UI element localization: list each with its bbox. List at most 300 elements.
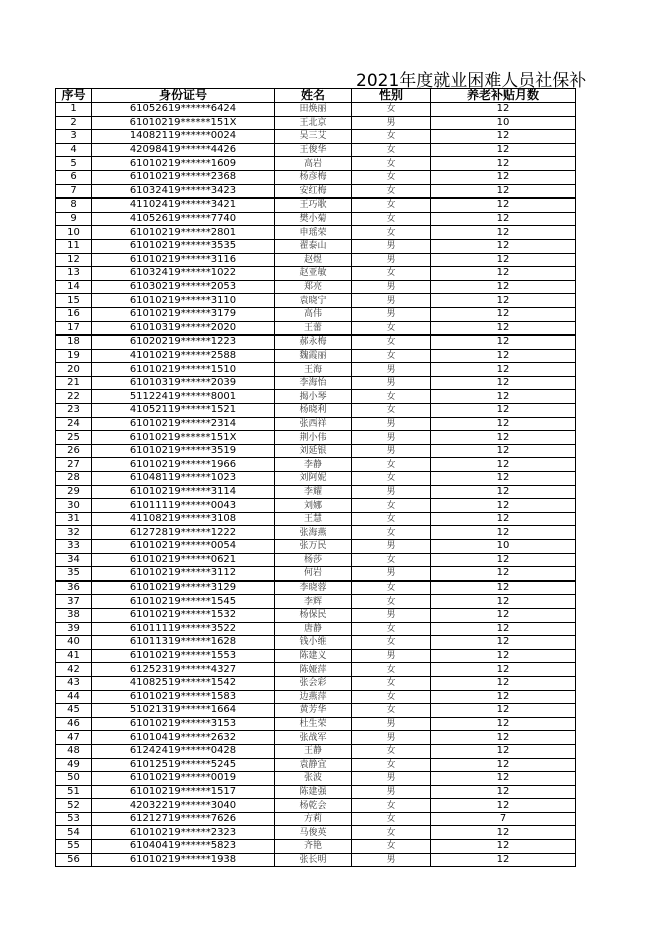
cell-name: 李静 — [275, 458, 352, 472]
cell-gender: 男 — [352, 116, 431, 130]
cell-name: 张战军 — [275, 731, 352, 745]
cell-name: 荆小伟 — [275, 431, 352, 445]
cell-id: 42032219******3040 — [92, 799, 275, 813]
cell-months: 12 — [431, 799, 576, 813]
cell-id: 61010219******1510 — [92, 363, 275, 377]
cell-gender: 女 — [352, 404, 431, 418]
cell-id: 61030219******2053 — [92, 280, 275, 294]
cell-no: 6 — [56, 170, 92, 184]
table-row — [56, 663, 576, 677]
table-row — [56, 649, 576, 663]
cell-gender: 女 — [352, 663, 431, 677]
cell-months: 12 — [431, 157, 576, 171]
cell-gender: 男 — [352, 772, 431, 786]
header-row — [56, 89, 576, 103]
cell-gender: 男 — [352, 853, 431, 867]
cell-no: 12 — [56, 253, 92, 267]
cell-months: 10 — [431, 116, 576, 130]
cell-name: 刘延银 — [275, 444, 352, 458]
cell-no: 18 — [56, 335, 92, 349]
cell-id: 42098419******4426 — [92, 143, 275, 157]
table-row — [56, 157, 576, 171]
cell-no: 3 — [56, 130, 92, 144]
cell-id: 61010219******3110 — [92, 294, 275, 308]
cell-name: 唐静 — [275, 622, 352, 636]
table-row — [56, 170, 576, 184]
cell-name: 王俊华 — [275, 143, 352, 157]
cell-id: 61010219******2368 — [92, 170, 275, 184]
cell-months: 12 — [431, 267, 576, 281]
cell-months: 12 — [431, 826, 576, 840]
cell-id: 61010219******151X — [92, 431, 275, 445]
cell-id: 61010219******1609 — [92, 157, 275, 171]
table-row — [56, 704, 576, 718]
table-row — [56, 376, 576, 390]
cell-months: 12 — [431, 335, 576, 349]
table-row — [56, 444, 576, 458]
cell-no: 21 — [56, 376, 92, 390]
cell-id: 61048119******1023 — [92, 472, 275, 486]
cell-gender: 女 — [352, 622, 431, 636]
cell-gender: 男 — [352, 253, 431, 267]
subsidy-table — [55, 88, 576, 867]
cell-months: 12 — [431, 526, 576, 540]
cell-gender: 女 — [352, 499, 431, 513]
cell-name: 张海燕 — [275, 526, 352, 540]
cell-id: 61010319******2020 — [92, 321, 275, 335]
cell-gender: 女 — [352, 157, 431, 171]
cell-no: 16 — [56, 307, 92, 321]
cell-name: 杨保民 — [275, 608, 352, 622]
cell-name: 赵亚敏 — [275, 267, 352, 281]
cell-name: 安红梅 — [275, 184, 352, 198]
cell-gender: 女 — [352, 553, 431, 567]
cell-id: 61032419******1022 — [92, 267, 275, 281]
cell-name: 方莉 — [275, 812, 352, 826]
cell-id: 61010219******2323 — [92, 826, 275, 840]
cell-gender: 男 — [352, 567, 431, 581]
cell-gender: 男 — [352, 485, 431, 499]
cell-gender: 女 — [352, 472, 431, 486]
cell-gender: 女 — [352, 636, 431, 650]
header-name: 姓名 — [275, 89, 352, 103]
cell-no: 43 — [56, 676, 92, 690]
cell-id: 61011119******0043 — [92, 499, 275, 513]
table-body — [56, 103, 576, 867]
cell-gender: 女 — [352, 198, 431, 212]
cell-gender: 女 — [352, 390, 431, 404]
cell-no: 50 — [56, 772, 92, 786]
cell-name: 王北京 — [275, 116, 352, 130]
cell-gender: 男 — [352, 608, 431, 622]
cell-name: 张万民 — [275, 540, 352, 554]
cell-no: 26 — [56, 444, 92, 458]
cell-months: 12 — [431, 758, 576, 772]
cell-id: 61010219******1966 — [92, 458, 275, 472]
cell-id: 61010419******2632 — [92, 731, 275, 745]
cell-name: 揭小琴 — [275, 390, 352, 404]
cell-months: 12 — [431, 212, 576, 226]
cell-gender: 男 — [352, 785, 431, 799]
cell-name: 王海 — [275, 363, 352, 377]
cell-gender: 女 — [352, 840, 431, 854]
cell-name: 郝永梅 — [275, 335, 352, 349]
cell-months: 12 — [431, 649, 576, 663]
cell-months: 12 — [431, 499, 576, 513]
cell-gender: 男 — [352, 294, 431, 308]
cell-no: 35 — [56, 567, 92, 581]
table-row — [56, 307, 576, 321]
cell-name: 王蕾 — [275, 321, 352, 335]
cell-id: 61010219******0019 — [92, 772, 275, 786]
cell-name: 张波 — [275, 772, 352, 786]
cell-no: 1 — [56, 103, 92, 117]
cell-gender: 男 — [352, 649, 431, 663]
cell-name: 李海怡 — [275, 376, 352, 390]
cell-months: 12 — [431, 349, 576, 363]
cell-gender: 女 — [352, 184, 431, 198]
cell-id: 61010219******3519 — [92, 444, 275, 458]
cell-name: 齐艳 — [275, 840, 352, 854]
cell-months: 12 — [431, 404, 576, 418]
cell-name: 刘阿妮 — [275, 472, 352, 486]
cell-gender: 女 — [352, 103, 431, 117]
cell-gender: 男 — [352, 431, 431, 445]
cell-months: 12 — [431, 512, 576, 526]
cell-months: 12 — [431, 280, 576, 294]
cell-no: 7 — [56, 184, 92, 198]
cell-no: 38 — [56, 608, 92, 622]
cell-gender: 女 — [352, 799, 431, 813]
table-row — [56, 540, 576, 554]
cell-months: 12 — [431, 198, 576, 212]
cell-months: 12 — [431, 663, 576, 677]
cell-months: 12 — [431, 581, 576, 595]
table-row — [56, 785, 576, 799]
cell-name: 黄芳华 — [275, 704, 352, 718]
cell-id: 41052119******1521 — [92, 404, 275, 418]
cell-no: 32 — [56, 526, 92, 540]
table-row — [56, 553, 576, 567]
cell-id: 41010219******2588 — [92, 349, 275, 363]
cell-gender: 女 — [352, 595, 431, 609]
cell-gender: 女 — [352, 812, 431, 826]
cell-months: 12 — [431, 704, 576, 718]
cell-gender: 女 — [352, 335, 431, 349]
cell-months: 12 — [431, 363, 576, 377]
cell-months: 12 — [431, 417, 576, 431]
cell-no: 45 — [56, 704, 92, 718]
table-row — [56, 840, 576, 854]
cell-no: 33 — [56, 540, 92, 554]
cell-name: 翟泰山 — [275, 239, 352, 253]
cell-no: 39 — [56, 622, 92, 636]
header-no: 序号 — [56, 89, 92, 103]
cell-name: 李晓蓉 — [275, 581, 352, 595]
cell-no: 15 — [56, 294, 92, 308]
cell-name: 吴三艾 — [275, 130, 352, 144]
cell-no: 24 — [56, 417, 92, 431]
cell-months: 12 — [431, 143, 576, 157]
cell-gender: 女 — [352, 826, 431, 840]
cell-name: 田焕丽 — [275, 103, 352, 117]
cell-id: 61052619******6424 — [92, 103, 275, 117]
cell-gender: 女 — [352, 170, 431, 184]
cell-no: 56 — [56, 853, 92, 867]
cell-no: 27 — [56, 458, 92, 472]
cell-months: 12 — [431, 431, 576, 445]
cell-id: 61272819******1222 — [92, 526, 275, 540]
cell-id: 61010219******3153 — [92, 717, 275, 731]
cell-name: 张西祥 — [275, 417, 352, 431]
table-row — [56, 431, 576, 445]
cell-id: 61010319******2039 — [92, 376, 275, 390]
table-row — [56, 485, 576, 499]
cell-id: 61010219******3112 — [92, 567, 275, 581]
cell-name: 杨彦梅 — [275, 170, 352, 184]
cell-name: 王静 — [275, 744, 352, 758]
cell-gender: 男 — [352, 540, 431, 554]
table-row — [56, 417, 576, 431]
cell-id: 61040419******5823 — [92, 840, 275, 854]
cell-name: 陈建义 — [275, 649, 352, 663]
cell-no: 46 — [56, 717, 92, 731]
cell-months: 12 — [431, 307, 576, 321]
table-row — [56, 335, 576, 349]
cell-id: 61010219******0621 — [92, 553, 275, 567]
cell-name: 袁静宜 — [275, 758, 352, 772]
cell-name: 王巧歌 — [275, 198, 352, 212]
cell-name: 李辉 — [275, 595, 352, 609]
table-row — [56, 853, 576, 867]
cell-id: 41082519******1542 — [92, 676, 275, 690]
cell-name: 钱小维 — [275, 636, 352, 650]
cell-months: 12 — [431, 731, 576, 745]
cell-gender: 女 — [352, 744, 431, 758]
cell-id: 14082119******0024 — [92, 130, 275, 144]
cell-months: 12 — [431, 676, 576, 690]
cell-months: 12 — [431, 785, 576, 799]
cell-gender: 男 — [352, 239, 431, 253]
table-row — [56, 690, 576, 704]
cell-months: 12 — [431, 376, 576, 390]
cell-name: 高岩 — [275, 157, 352, 171]
table-row — [56, 280, 576, 294]
cell-months: 12 — [431, 485, 576, 499]
sheet-title: 2021年度就业困难人员社保补 — [356, 71, 587, 91]
cell-no: 37 — [56, 595, 92, 609]
cell-months: 12 — [431, 840, 576, 854]
cell-no: 23 — [56, 404, 92, 418]
header-id: 身份证号 — [92, 89, 275, 103]
table-row — [56, 812, 576, 826]
cell-gender: 男 — [352, 363, 431, 377]
cell-months: 12 — [431, 444, 576, 458]
cell-id: 61010219******1583 — [92, 690, 275, 704]
cell-months: 12 — [431, 772, 576, 786]
table-row — [56, 608, 576, 622]
cell-id: 41052619******7740 — [92, 212, 275, 226]
table-row — [56, 567, 576, 581]
cell-months: 12 — [431, 690, 576, 704]
cell-id: 61010219******1938 — [92, 853, 275, 867]
table-row — [56, 184, 576, 198]
cell-months: 12 — [431, 130, 576, 144]
cell-name: 王慧 — [275, 512, 352, 526]
cell-months: 12 — [431, 226, 576, 240]
cell-months: 12 — [431, 717, 576, 731]
table-row — [56, 239, 576, 253]
cell-months: 12 — [431, 595, 576, 609]
cell-id: 61010219******1517 — [92, 785, 275, 799]
cell-no: 36 — [56, 581, 92, 595]
cell-months: 12 — [431, 744, 576, 758]
cell-no: 5 — [56, 157, 92, 171]
table-row — [56, 772, 576, 786]
cell-id: 61032419******3423 — [92, 184, 275, 198]
cell-no: 8 — [56, 198, 92, 212]
cell-months: 12 — [431, 103, 576, 117]
cell-no: 42 — [56, 663, 92, 677]
cell-gender: 女 — [352, 581, 431, 595]
cell-months: 12 — [431, 622, 576, 636]
cell-id: 51021319******1664 — [92, 704, 275, 718]
cell-months: 12 — [431, 253, 576, 267]
cell-no: 19 — [56, 349, 92, 363]
cell-gender: 男 — [352, 307, 431, 321]
cell-id: 61010219******3535 — [92, 239, 275, 253]
cell-gender: 女 — [352, 758, 431, 772]
cell-name: 申瑶荣 — [275, 226, 352, 240]
cell-months: 12 — [431, 853, 576, 867]
cell-id: 61011119******3522 — [92, 622, 275, 636]
cell-gender: 女 — [352, 212, 431, 226]
cell-no: 41 — [56, 649, 92, 663]
cell-no: 10 — [56, 226, 92, 240]
cell-months: 12 — [431, 294, 576, 308]
table-row — [56, 595, 576, 609]
cell-gender: 女 — [352, 676, 431, 690]
cell-id: 61020219******1223 — [92, 335, 275, 349]
cell-no: 31 — [56, 512, 92, 526]
cell-name: 杨莎 — [275, 553, 352, 567]
cell-id: 61010219******1532 — [92, 608, 275, 622]
cell-no: 34 — [56, 553, 92, 567]
table-row — [56, 363, 576, 377]
cell-months: 12 — [431, 390, 576, 404]
table-row — [56, 458, 576, 472]
cell-id: 61010219******3114 — [92, 485, 275, 499]
cell-id: 61242419******0428 — [92, 744, 275, 758]
cell-name: 马俊英 — [275, 826, 352, 840]
cell-months: 12 — [431, 636, 576, 650]
cell-no: 28 — [56, 472, 92, 486]
cell-months: 12 — [431, 321, 576, 335]
header-months: 养老补贴月数 — [431, 89, 576, 103]
cell-id: 61012519******5245 — [92, 758, 275, 772]
cell-name: 袁晓宁 — [275, 294, 352, 308]
cell-gender: 男 — [352, 731, 431, 745]
table-row — [56, 253, 576, 267]
cell-gender: 女 — [352, 458, 431, 472]
cell-id: 61010219******0054 — [92, 540, 275, 554]
cell-no: 29 — [56, 485, 92, 499]
table-row — [56, 512, 576, 526]
cell-id: 61010219******1553 — [92, 649, 275, 663]
table-row — [56, 226, 576, 240]
cell-months: 12 — [431, 553, 576, 567]
cell-no: 14 — [56, 280, 92, 294]
cell-id: 61010219******3116 — [92, 253, 275, 267]
cell-no: 49 — [56, 758, 92, 772]
cell-name: 何岩 — [275, 567, 352, 581]
table-row — [56, 826, 576, 840]
cell-name: 张长明 — [275, 853, 352, 867]
cell-id: 41102419******3421 — [92, 198, 275, 212]
cell-name: 李耀 — [275, 485, 352, 499]
cell-months: 12 — [431, 184, 576, 198]
cell-months: 12 — [431, 170, 576, 184]
table-row — [56, 143, 576, 157]
cell-no: 51 — [56, 785, 92, 799]
table-row — [56, 472, 576, 486]
cell-name: 高伟 — [275, 307, 352, 321]
cell-name: 魏霞丽 — [275, 349, 352, 363]
cell-id: 61010219******151X — [92, 116, 275, 130]
cell-name: 赵煜 — [275, 253, 352, 267]
cell-gender: 女 — [352, 267, 431, 281]
cell-gender: 女 — [352, 143, 431, 157]
table-row — [56, 116, 576, 130]
table-row — [56, 717, 576, 731]
cell-name: 边燕萍 — [275, 690, 352, 704]
cell-gender: 男 — [352, 417, 431, 431]
cell-id: 61010219******2314 — [92, 417, 275, 431]
cell-months: 12 — [431, 608, 576, 622]
cell-no: 55 — [56, 840, 92, 854]
header-gender: 性别 — [352, 89, 431, 103]
cell-id: 41108219******3108 — [92, 512, 275, 526]
cell-name: 陈建强 — [275, 785, 352, 799]
cell-gender: 男 — [352, 376, 431, 390]
cell-gender: 女 — [352, 526, 431, 540]
cell-gender: 男 — [352, 444, 431, 458]
cell-no: 54 — [56, 826, 92, 840]
table-row — [56, 622, 576, 636]
cell-months: 12 — [431, 458, 576, 472]
cell-gender: 男 — [352, 717, 431, 731]
cell-name: 刘娜 — [275, 499, 352, 513]
cell-no: 4 — [56, 143, 92, 157]
table-row — [56, 636, 576, 650]
table-row — [56, 390, 576, 404]
table-row — [56, 758, 576, 772]
table-row — [56, 212, 576, 226]
cell-id: 61010219******3179 — [92, 307, 275, 321]
cell-no: 9 — [56, 212, 92, 226]
table-row — [56, 731, 576, 745]
cell-gender: 女 — [352, 704, 431, 718]
table-row — [56, 130, 576, 144]
cell-id: 61010219******1545 — [92, 595, 275, 609]
table-row — [56, 294, 576, 308]
cell-no: 2 — [56, 116, 92, 130]
cell-no: 47 — [56, 731, 92, 745]
cell-months: 12 — [431, 567, 576, 581]
table-row — [56, 526, 576, 540]
table-row — [56, 267, 576, 281]
cell-months: 12 — [431, 472, 576, 486]
